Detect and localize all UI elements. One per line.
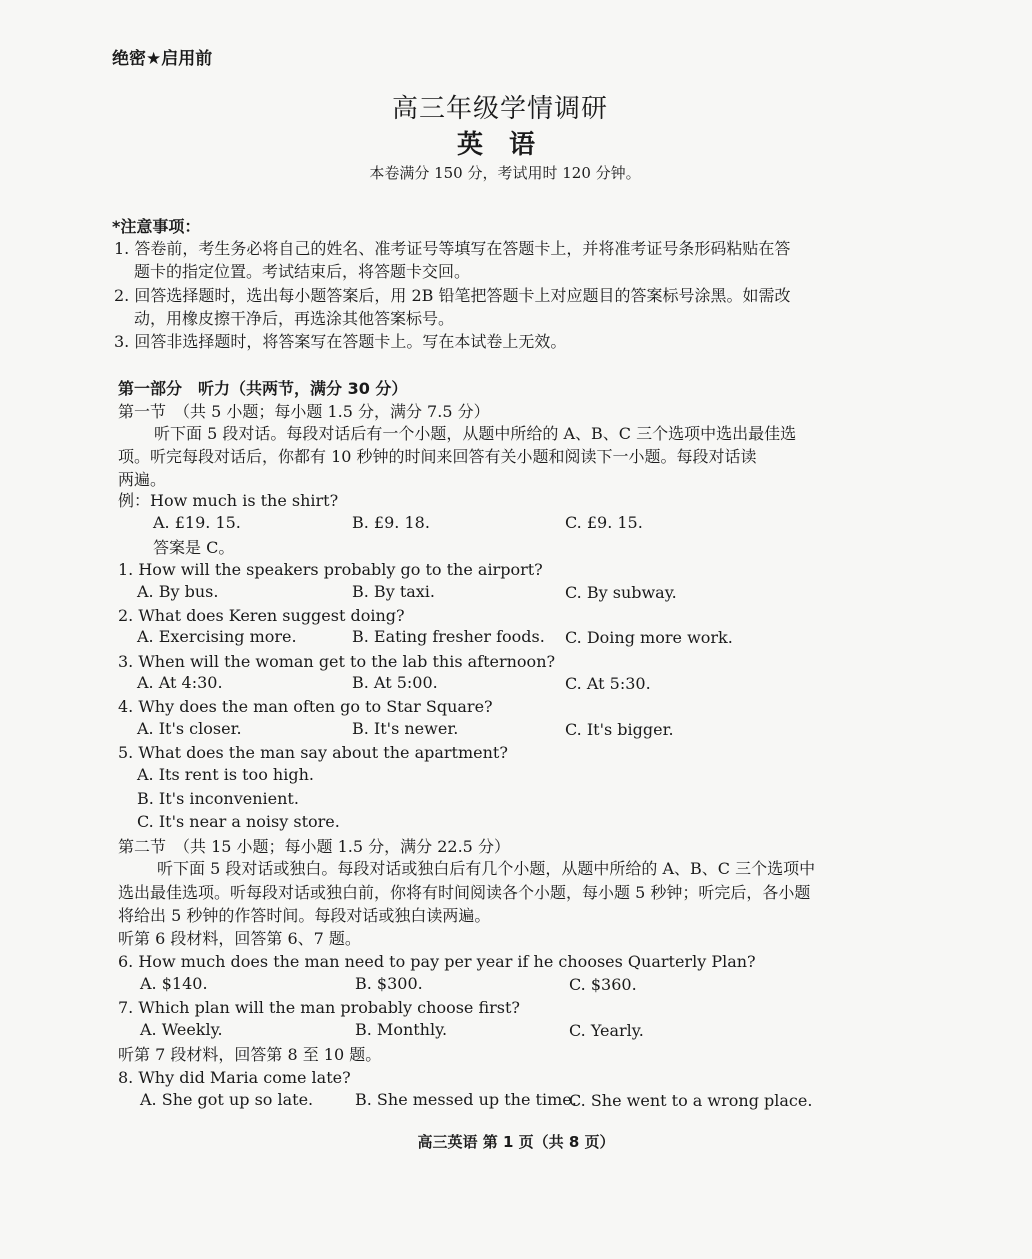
section1-instruction: 两遍。 <box>118 470 167 489</box>
section1-instruction: 项。听完每段对话后，你都有 10 秒钟的时间来回答有关小题和阅读下一小题。每段对话读 <box>118 447 757 466</box>
example-option-c: C. £9. 15. <box>565 513 643 532</box>
question-text: 2. What does Keren suggest doing? <box>118 606 405 625</box>
example-answer: 答案是 C。 <box>153 538 235 557</box>
option-a: A. It's closer. <box>137 719 242 738</box>
notice-line: 题卡的指定位置。考试结束后，将答题卡交回。 <box>134 262 471 281</box>
example-question: 例：How much is the shirt? <box>118 491 339 510</box>
option-b: B. At 5:00. <box>352 673 438 692</box>
option-a: A. Exercising more. <box>137 627 297 646</box>
option-c: C. By subway. <box>565 583 677 602</box>
example-option-b: B. £9. 18. <box>352 513 430 532</box>
material-label: 听第 6 段材料，回答第 6、7 题。 <box>118 929 361 948</box>
section2-instruction: 选出最佳选项。听每段对话或独白前，你将有时间阅读各个小题，每小题 5 秒钟；听完后，各小题 <box>118 883 811 902</box>
material-label: 听第 7 段材料，回答第 8 至 10 题。 <box>118 1045 382 1064</box>
option-c: C. Doing more work. <box>565 628 733 647</box>
example-option-a: A. £19. 15. <box>153 513 241 532</box>
option-a: A. She got up so late. <box>140 1090 314 1109</box>
question-text: 5. What does the man say about the apartment? <box>118 743 508 762</box>
notice-line: 2. 回答选择题时，选出每小题答案后，用 2B 铅笔把答题卡上对应题目的答案标号涂黑。如需改 <box>114 286 791 305</box>
question-text: 8. Why did Maria come late? <box>118 1068 351 1087</box>
notice-heading: *注意事项： <box>112 217 201 236</box>
exam-subject: 英 语 <box>456 130 535 160</box>
notice-line: 1. 答卷前，考生务必将自己的姓名、准考证号等填写在答题卡上，并将准考证号条形码粘贴在答 <box>114 239 791 258</box>
option-b: B. By taxi. <box>352 582 436 601</box>
section1-heading: 第一节 （共 5 小题；每小题 1.5 分，满分 7.5 分） <box>118 402 490 421</box>
notice-line: 3. 回答非选择题时，将答案写在答题卡上。写在本试卷上无效。 <box>114 332 567 351</box>
part1-heading: 第一部分 听力（共两节，满分 30 分） <box>118 379 408 398</box>
option-a: A. Weekly. <box>140 1020 223 1039</box>
exam-title: 高三年级学情调研 <box>391 94 608 124</box>
option-b: B. It's newer. <box>352 719 459 738</box>
option-c: C. It's near a noisy store. <box>137 812 340 831</box>
confidential-label: 绝密★启用前 <box>112 49 213 69</box>
option-a: A. Its rent is too high. <box>137 765 314 784</box>
question-text: 6. How much does the man need to pay per year if he chooses Quarterly Plan? <box>118 952 756 971</box>
section1-instruction: 听下面 5 段对话。每段对话后有一个小题，从题中所给的 A、B、C 三个选项中选出最佳选 <box>154 424 797 443</box>
option-c: C. $360. <box>569 975 637 994</box>
option-a: A. At 4:30. <box>137 673 223 692</box>
section2-heading: 第二节 （共 15 小题；每小题 1.5 分，满分 22.5 分） <box>118 837 510 856</box>
notice-line: 动，用橡皮擦干净后，再选涂其他答案标号。 <box>134 309 455 328</box>
option-b: B. Monthly. <box>355 1020 448 1039</box>
question-text: 3. When will the woman get to the lab this afternoon? <box>118 652 556 671</box>
option-c: C. At 5:30. <box>565 674 651 693</box>
score-note: 本卷满分 150 分，考试用时 120 分钟。 <box>369 164 641 182</box>
question-text: 7. Which plan will the man probably choose first? <box>118 998 521 1017</box>
option-b: B. $300. <box>355 974 423 993</box>
section2-instruction: 听下面 5 段对话或独白。每段对话或独白后有几个小题，从题中所给的 A、B、C 三个选项中 <box>157 859 816 878</box>
option-a: A. $140. <box>140 974 208 993</box>
question-text: 4. Why does the man often go to Star Square? <box>118 697 493 716</box>
option-c: C. She went to a wrong place. <box>569 1091 813 1110</box>
option-c: C. Yearly. <box>569 1021 644 1040</box>
page-footer: 高三英语 第 1 页（共 8 页） <box>417 1133 615 1151</box>
option-b: B. She messed up the time. <box>355 1090 577 1109</box>
question-text: 1. How will the speakers probably go to the airport? <box>118 560 543 579</box>
option-b: B. It's inconvenient. <box>137 789 299 808</box>
section2-instruction: 将给出 5 秒钟的作答时间。每段对话或独白读两遍。 <box>118 906 491 925</box>
option-a: A. By bus. <box>137 582 219 601</box>
option-b: B. Eating fresher foods. <box>352 627 545 646</box>
option-c: C. It's bigger. <box>565 720 674 739</box>
